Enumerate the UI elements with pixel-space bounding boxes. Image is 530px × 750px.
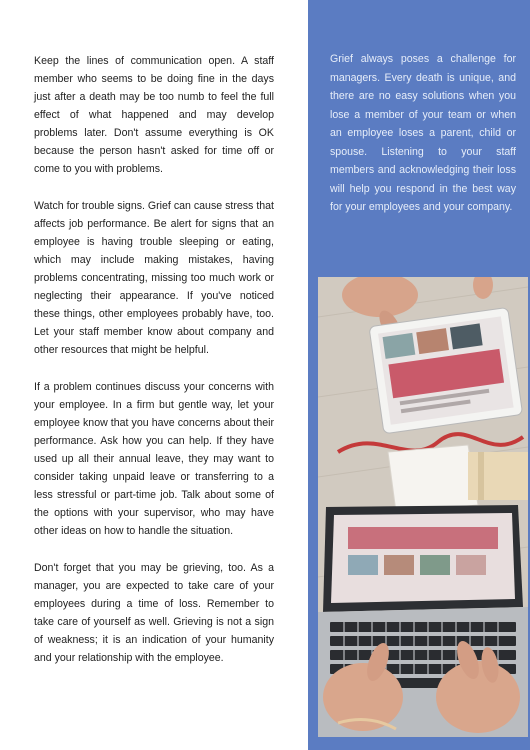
main-column xyxy=(34,52,274,667)
paragraph-communication: Keep the lines of communication open. A staff member who seems to be doing fine in the days just after a death may be too numb to feel the full effect of what happened and may develop problems later. Don't assume everything is OK because the person hasn't asked for time off or come to you with problems. xyxy=(34,55,274,175)
laptop-tablet-photo xyxy=(318,277,528,737)
sidebar-panel xyxy=(308,0,530,750)
paragraph-self-care: Don't forget that you may be grieving, too. As a manager, you are expected to take care of your employees during a time of loss. Remember to take care of yourself as well. Grieving is not a sign of weakness; it is an indication of your humanity and your relationship with the employee. xyxy=(34,562,274,664)
paragraph-problem-continues: If a problem continues discuss your concerns with your employee. In a firm but gentle way, let your employee know that you have concerns about their performance. Ask how you can help. If they have used up all their annual leave, they may want to consider taking unpaid leave or transferring to a less stressful or part-time job. Talk about some of the options with your supervisor, who may have other ideas on how to handle the situation. xyxy=(34,381,274,537)
paragraph-trouble-signs: Watch for trouble signs. Grief can cause stress that affects job performance. Be alert for signs that an employee is having trouble sleeping or eating, which may include making mistakes, having problems concentrating, missing too much work or neglecting their appearance. If you've noticed these things, other employees probably have, too. Let your staff member know about company and other resources that might be helpful. xyxy=(34,200,274,356)
sidebar-text: Grief always poses a challenge for managers. Every death is unique, and there are no easy solutions when you lose a member of your team or when an employee loses a parent, child or spouse. Listening to your staff members and acknowledging their loss will help you respond in the best way for your employees and your company. xyxy=(330,53,516,213)
